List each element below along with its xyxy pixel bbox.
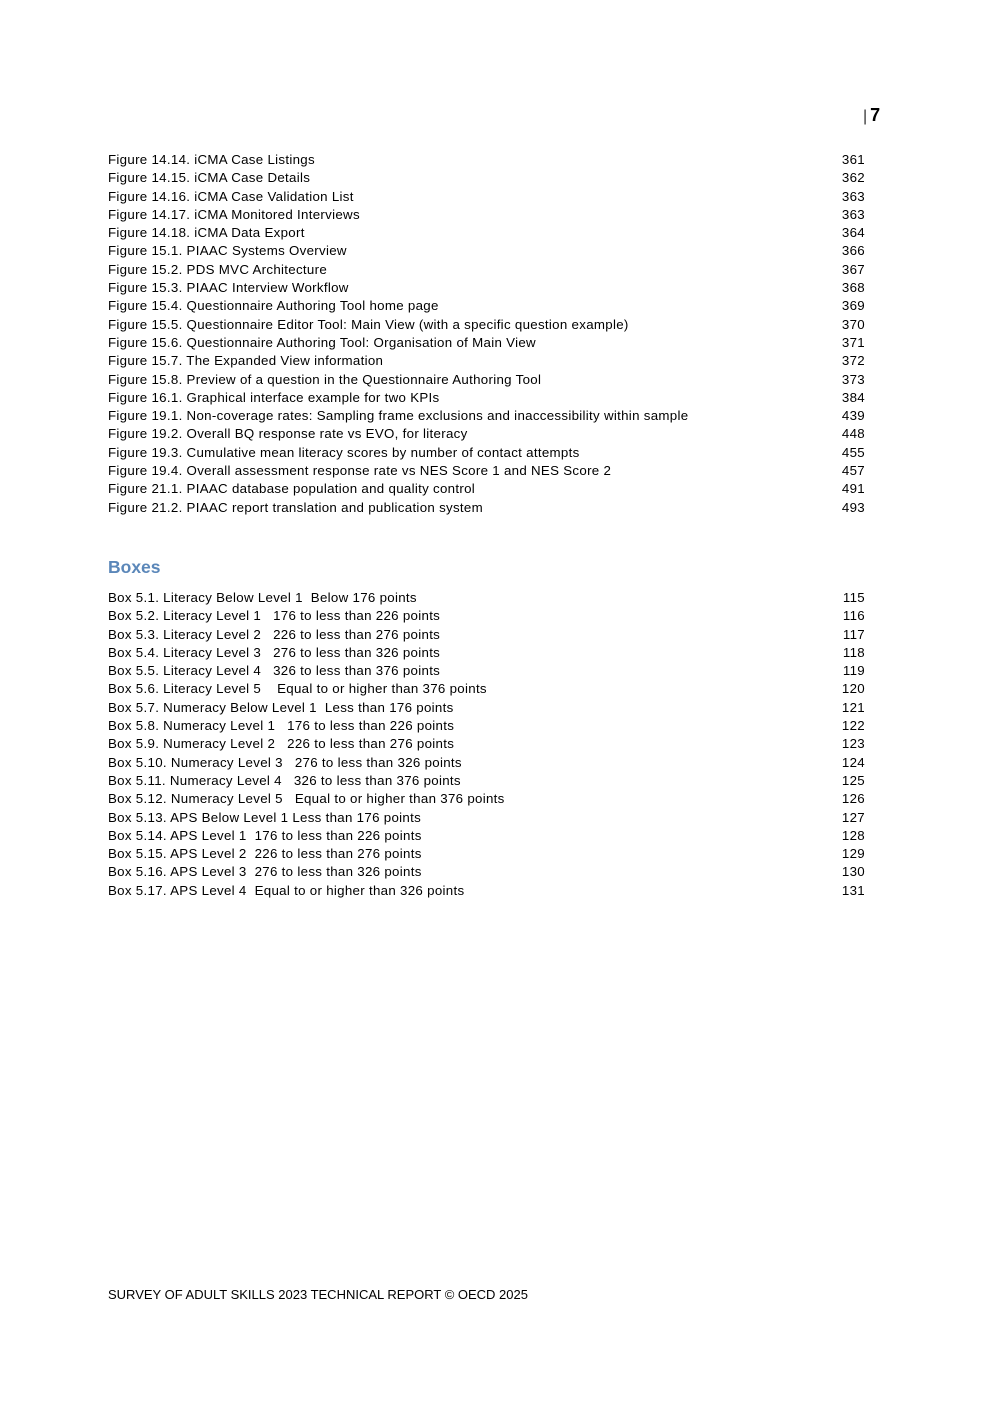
toc-entry-page: 367 [841, 261, 865, 277]
toc-entry-label: Box 5.15. APS Level 2 226 to less than 276 points [108, 846, 422, 862]
toc-entry-page: 120 [841, 681, 865, 697]
toc-entry-label: Figure 19.1. Non-coverage rates: Sampling frame exclusions and inaccessibility within sample [108, 408, 689, 424]
toc-entry-label: Figure 19.2. Overall BQ response rate vs EVO, for literacy [108, 426, 468, 442]
toc-entry[interactable] [108, 882, 865, 900]
toc-entry[interactable] [108, 188, 865, 206]
toc-entry[interactable] [108, 735, 865, 753]
toc-entry-label: Figure 14.16. iCMA Case Validation List [108, 188, 354, 204]
toc-entry-page: 122 [841, 718, 865, 734]
toc-entry[interactable] [108, 717, 865, 735]
toc-entry-label: Figure 19.3. Cumulative mean literacy scores by number of contact attempts [108, 444, 580, 460]
toc-entry[interactable] [108, 279, 865, 297]
toc-entry[interactable] [108, 754, 865, 772]
toc-entry-label: Box 5.6. Literacy Level 5 Equal to or higher than 376 points [108, 681, 487, 697]
toc-entry[interactable] [108, 499, 865, 517]
toc-entry-label: Box 5.14. APS Level 1 176 to less than 226 points [108, 827, 422, 843]
toc-entry-page: 448 [841, 426, 865, 442]
toc-entry-page: 116 [842, 608, 865, 624]
toc-entry-label: Figure 15.8. Preview of a question in the Questionnaire Authoring Tool [108, 371, 542, 387]
toc-entry-page: 364 [841, 225, 865, 241]
boxes-list [108, 589, 865, 900]
toc-entry[interactable] [108, 444, 865, 462]
toc-entry-label: Box 5.10. Numeracy Level 3 276 to less than 326 points [108, 754, 462, 770]
toc-entry-label: Figure 15.7. The Expanded View information [108, 353, 384, 369]
toc-entry-page: 373 [841, 371, 865, 387]
toc-entry-page: 366 [841, 243, 865, 259]
toc-entry-label: Box 5.4. Literacy Level 3 276 to less than 326 points [108, 644, 441, 660]
toc-entry-page: 130 [841, 864, 865, 880]
toc-entry[interactable] [108, 827, 865, 845]
toc-entry[interactable] [108, 371, 865, 389]
toc-entry-label: Figure 15.2. PDS MVC Architecture [108, 261, 328, 277]
toc-entry-label: Figure 15.4. Questionnaire Authoring Tool home page [108, 298, 439, 314]
toc-entry-page: 455 [841, 444, 865, 460]
toc-entry-label: Figure 15.1. PIAAC Systems Overview [108, 243, 347, 259]
toc-entry[interactable] [108, 334, 865, 352]
toc-entry[interactable] [108, 169, 865, 187]
toc-entry[interactable] [108, 462, 865, 480]
toc-entry[interactable] [108, 151, 865, 169]
toc-entry[interactable] [108, 644, 865, 662]
toc-entry-page: 119 [842, 663, 865, 679]
toc-entry-page: 362 [841, 170, 865, 186]
toc-entry[interactable] [108, 589, 865, 607]
toc-entry-page: 117 [842, 626, 865, 642]
toc-entry-page: 126 [841, 791, 865, 807]
toc-entry-page: 384 [841, 389, 865, 405]
footer: SURVEY OF ADULT SKILLS 2023 TECHNICAL REPORT © OECD 2025 [108, 1287, 528, 1302]
toc-entry-label: Figure 14.18. iCMA Data Export [108, 225, 305, 241]
page-number-value: 7 [870, 105, 881, 125]
toc-entry-label: Figure 15.3. PIAAC Interview Workflow [108, 280, 349, 296]
toc-entry[interactable] [108, 352, 865, 370]
toc-entry-page: 123 [841, 736, 865, 752]
toc-entry-page: 128 [841, 827, 865, 843]
toc-entry-label: Figure 14.17. iCMA Monitored Interviews [108, 206, 360, 222]
toc-entry-page: 370 [841, 316, 865, 332]
toc-entry-label: Box 5.12. Numeracy Level 5 Equal to or higher than 376 points [108, 791, 505, 807]
toc-entry-label: Box 5.11. Numeracy Level 4 326 to less than 376 points [108, 772, 461, 788]
toc-entry[interactable] [108, 680, 865, 698]
toc-entry[interactable] [108, 809, 865, 827]
toc-entry-page: 369 [841, 298, 865, 314]
toc-entry-label: Box 5.3. Literacy Level 2 226 to less than 276 points [108, 626, 441, 642]
toc-entry-label: Box 5.1. Literacy Below Level 1 Below 176 points [108, 590, 417, 605]
toc-entry[interactable] [108, 626, 865, 644]
toc-entry[interactable] [108, 772, 865, 790]
toc-entry-label: Figure 16.1. Graphical interface example for two KPIs [108, 389, 440, 405]
toc-entry-label: Box 5.7. Numeracy Below Level 1 Less than 176 points [108, 699, 454, 715]
toc-entry-label: Box 5.16. APS Level 3 276 to less than 326 points [108, 864, 422, 880]
toc-entry[interactable] [108, 407, 865, 425]
toc-entry[interactable] [108, 845, 865, 863]
toc-entry-page: 371 [841, 334, 865, 350]
toc-entry[interactable] [108, 261, 865, 279]
toc-entry-page: 457 [841, 463, 865, 479]
toc-entry-page: 361 [841, 152, 865, 167]
toc-entry-page: 125 [841, 772, 865, 788]
toc-entry[interactable] [108, 699, 865, 717]
toc-entry-page: 493 [841, 499, 865, 515]
toc-entry-label: Figure 21.1. PIAAC database population and quality control [108, 481, 476, 497]
toc-entry-label: Figure 14.15. iCMA Case Details [108, 170, 311, 186]
toc-entry-label: Box 5.9. Numeracy Level 2 226 to less than 276 points [108, 736, 455, 752]
toc-entry[interactable] [108, 297, 865, 315]
toc-entry[interactable] [108, 480, 865, 498]
toc-entry[interactable] [108, 607, 865, 625]
toc-entry-label: Box 5.17. APS Level 4 Equal to or higher than 326 points [108, 882, 465, 898]
toc-entry-page: 121 [841, 699, 865, 715]
toc-entry-label: Box 5.2. Literacy Level 1 176 to less than 226 points [108, 608, 441, 624]
toc-entry-page: 439 [841, 408, 865, 424]
toc-entry-page: 124 [841, 754, 865, 770]
toc-entry-label: Figure 15.5. Questionnaire Editor Tool: Main View (with a specific question example) [108, 316, 629, 332]
toc-entry-page: 368 [841, 280, 865, 296]
toc-entry[interactable] [108, 425, 865, 443]
toc-entry-label: Figure 14.14. iCMA Case Listings [108, 152, 315, 167]
toc-entry-page: 491 [841, 481, 865, 497]
toc-entry-page: 127 [841, 809, 865, 825]
figures-list [108, 151, 865, 517]
toc-entry[interactable] [108, 863, 865, 881]
toc-entry[interactable] [108, 206, 865, 224]
toc-entry-page: 118 [842, 644, 865, 660]
boxes-heading: Boxes [108, 557, 161, 577]
toc-entry-page: 129 [841, 846, 865, 862]
toc-entry-label: Box 5.5. Literacy Level 4 326 to less than 376 points [108, 663, 441, 679]
toc-entry[interactable] [108, 316, 865, 334]
toc-entry-label: Figure 21.2. PIAAC report translation and publication system [108, 499, 483, 515]
toc-entry-label: Figure 19.4. Overall assessment response rate vs NES Score 1 and NES Score 2 [108, 463, 612, 479]
toc-entry-page: 363 [841, 206, 865, 222]
toc-entry[interactable] [108, 790, 865, 808]
page-number: | 7 [863, 105, 881, 125]
toc-entry-page: 131 [841, 882, 865, 898]
toc-entry[interactable] [108, 242, 865, 260]
toc-entry-page: 372 [841, 353, 865, 369]
toc-entry-label: Box 5.13. APS Below Level 1 Less than 176 points [108, 809, 422, 825]
toc-entry[interactable] [108, 224, 865, 242]
toc-entry-page: 363 [841, 188, 865, 204]
toc-entry[interactable] [108, 389, 865, 407]
toc-entry-label: Figure 15.6. Questionnaire Authoring Tool: Organisation of Main View [108, 334, 536, 350]
toc-entry-page: 115 [842, 590, 865, 605]
toc-entry[interactable] [108, 662, 865, 680]
toc-entry-label: Box 5.8. Numeracy Level 1 176 to less than 226 points [108, 718, 455, 734]
